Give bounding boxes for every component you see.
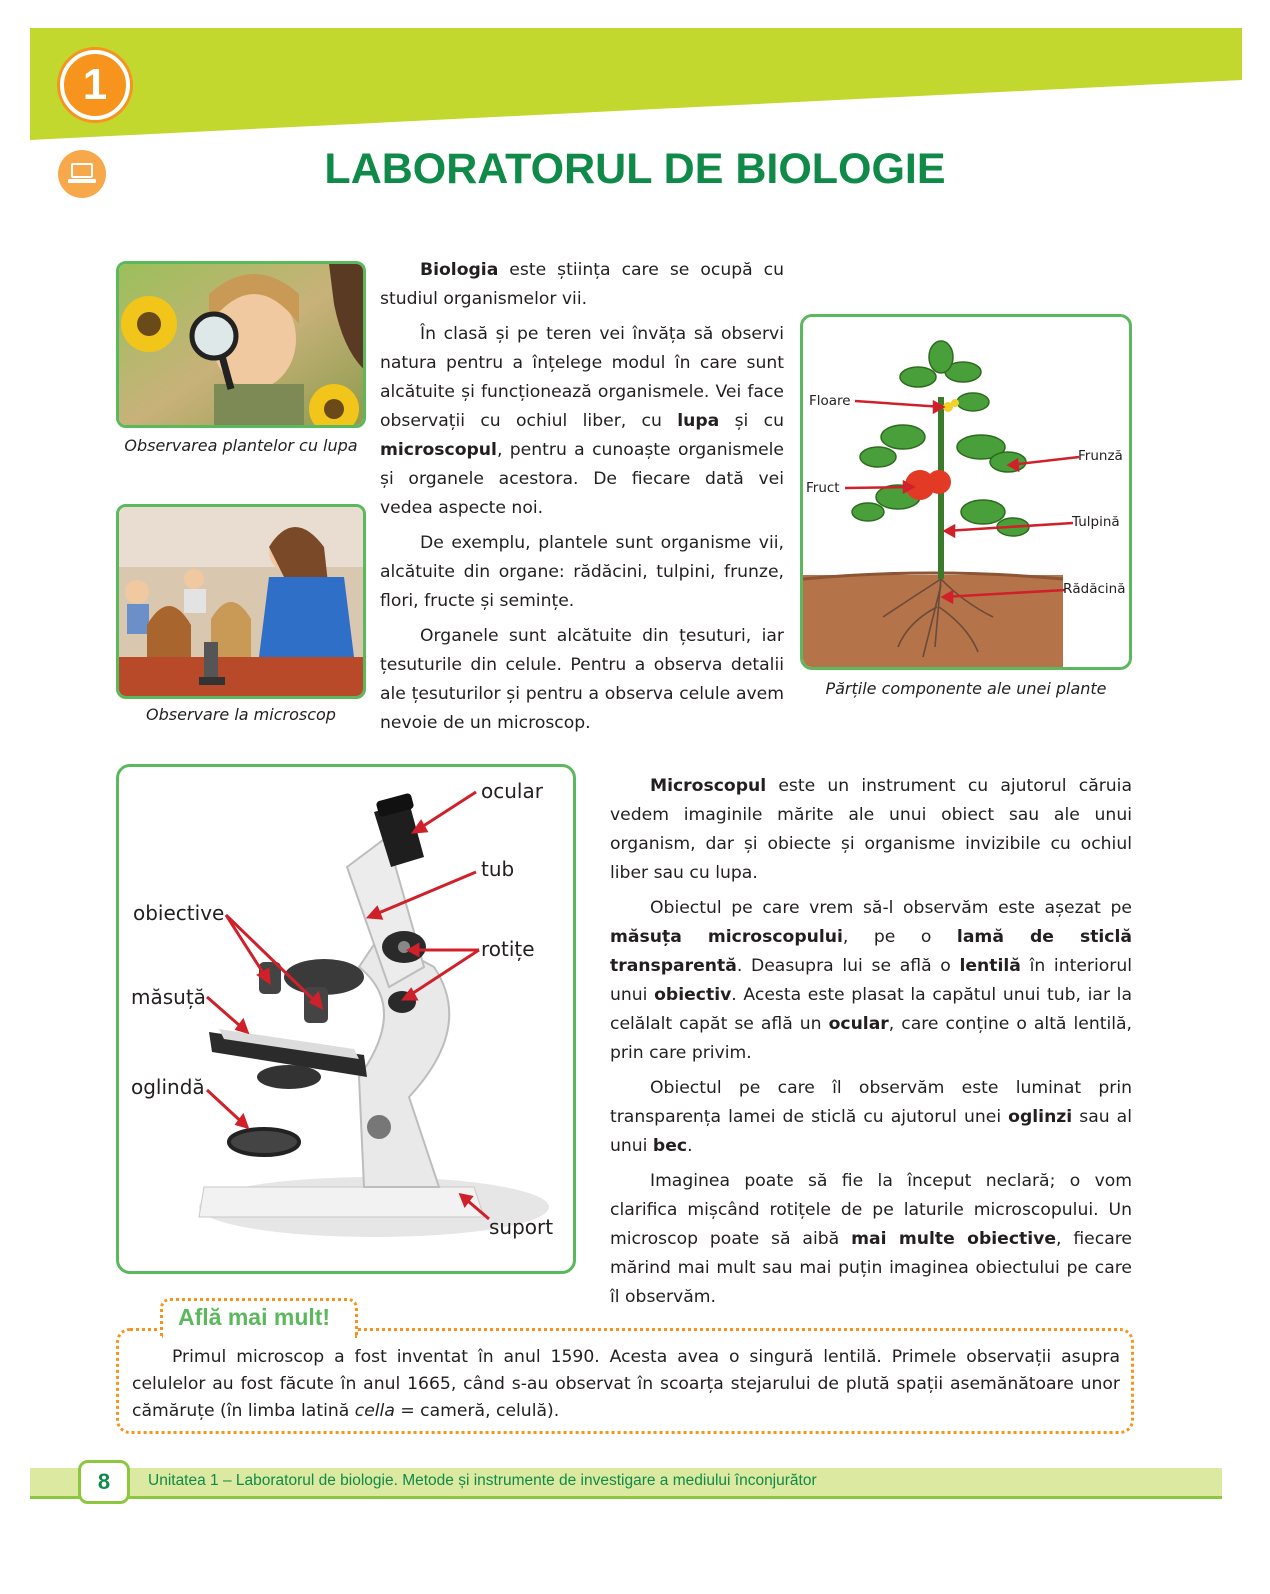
footer-divider: [30, 1496, 1222, 1499]
microscope-label-rotite: rotițe: [481, 937, 535, 961]
intro-text: [380, 256, 784, 744]
micro-paragraph-3: Obiectul pe care îl observăm este luminat prin transparența lamei de sticlă cu ajutorul unei oglinzi sau al unui bec.: [610, 1078, 1132, 1156]
microscope-text: [610, 772, 1132, 1318]
microscope-class-photo: [116, 504, 366, 699]
plant-caption: Părțile componente ale unei plante: [825, 679, 1107, 698]
magnifier-caption: Observarea plantelor cu lupa: [124, 436, 358, 455]
micro-paragraph-4: Imaginea poate să fie la început neclară; o vom clarifica mișcând rotițele de pe laturile microscopului. Un microscop poate să aibă mai multe obiective, fiecare mărind mai mult sau mai puțin imaginea obiectului pe care îl observăm.: [610, 1171, 1132, 1307]
microscope-label-ocular: ocular: [481, 779, 543, 803]
microscope-label-masuta: măsuță: [131, 985, 206, 1009]
plant-label-tulpina: Tulpină: [1072, 514, 1120, 530]
plant-label-radacina: Rădăcină: [1063, 581, 1126, 597]
footer-running-title: Unitatea 1 – Laboratorul de biologie. Metode și instrumente de investigare a mediului înconjurător: [148, 1472, 817, 1489]
unit-number-badge: [60, 50, 130, 120]
intro-paragraph-2: În clasă și pe teren vei învăța să observi natura pentru a înțelege modul în care sunt alcătuite și funcționează organismele. Vei face observații cu ochiul liber, cu lupa și cu microscopul, pentru a cunoaște organismele și organele acestora. De fiecare dată vei vedea aspecte noi.: [380, 324, 785, 518]
info-box-title: Află mai mult!: [178, 1304, 331, 1330]
info-box-text: Primul microscop a fost inventat în anul 1590. Acesta avea o singură lentilă. Primele observații asupra celulelor au fost făcute în anul 1665, când s-au observat în scoarța stejarului de plută spații asemănătoare unor cămăruțe (în limba latină cella = cameră, celulă).: [132, 1347, 1120, 1421]
plant-label-fruct: Fruct: [806, 480, 840, 496]
microscope-label-tub: tub: [481, 857, 515, 881]
plant-label-floare: Floare: [809, 393, 851, 409]
plant-label-frunza: Frunză: [1078, 448, 1123, 464]
microscope-class-caption: Observare la microscop: [146, 705, 336, 724]
intro-paragraph-3: De exemplu, plantele sunt organisme vii, alcătuite din organe: rădăcini, tulpini, frunze, flori, fructe și semințe.: [380, 533, 784, 611]
microscope-label-obiective: obiective: [133, 901, 225, 925]
intro-paragraph-1: Biologia este știința care se ocupă cu studiul organismelor vii.: [380, 260, 784, 309]
header-band: [30, 28, 1242, 140]
microscope-label-oglinda: oglindă: [131, 1075, 205, 1099]
magnifier-photo: [116, 261, 366, 428]
microscope-diagram: [116, 764, 576, 1274]
microscope-label-suport: suport: [489, 1215, 554, 1239]
unit-number: 1: [82, 60, 108, 109]
plant-diagram: [800, 314, 1132, 670]
intro-paragraph-4: Organele sunt alcătuite din țesuturi, iar țesuturile din celule. Pentru a observa detalii ale țesuturilor și pentru a observa celule avem nevoie de un microscop.: [380, 626, 784, 733]
micro-paragraph-1: Microscopul este un instrument cu ajutorul căruia vedem imaginile mărite ale unui obiect sau ale unui organism, dar și obiecte și organisme invizibile cu ochiul liber sau cu lupa.: [610, 776, 1132, 883]
page-number: 8: [78, 1460, 130, 1504]
page-title: LABORATORUL DE BIOLOGIE: [324, 145, 946, 193]
micro-paragraph-2: Obiectul pe care vrem să-l observăm este așezat pe măsuța microscopului, pe o lamă de sticlă transparentă. Deasupra lui se află o lentilă în interiorul unui obiectiv. Acesta este plasat la capătul unui tub, iar la celălalt capăt se află un ocular, care conține o altă lentilă, prin care privim.: [610, 898, 1133, 1063]
